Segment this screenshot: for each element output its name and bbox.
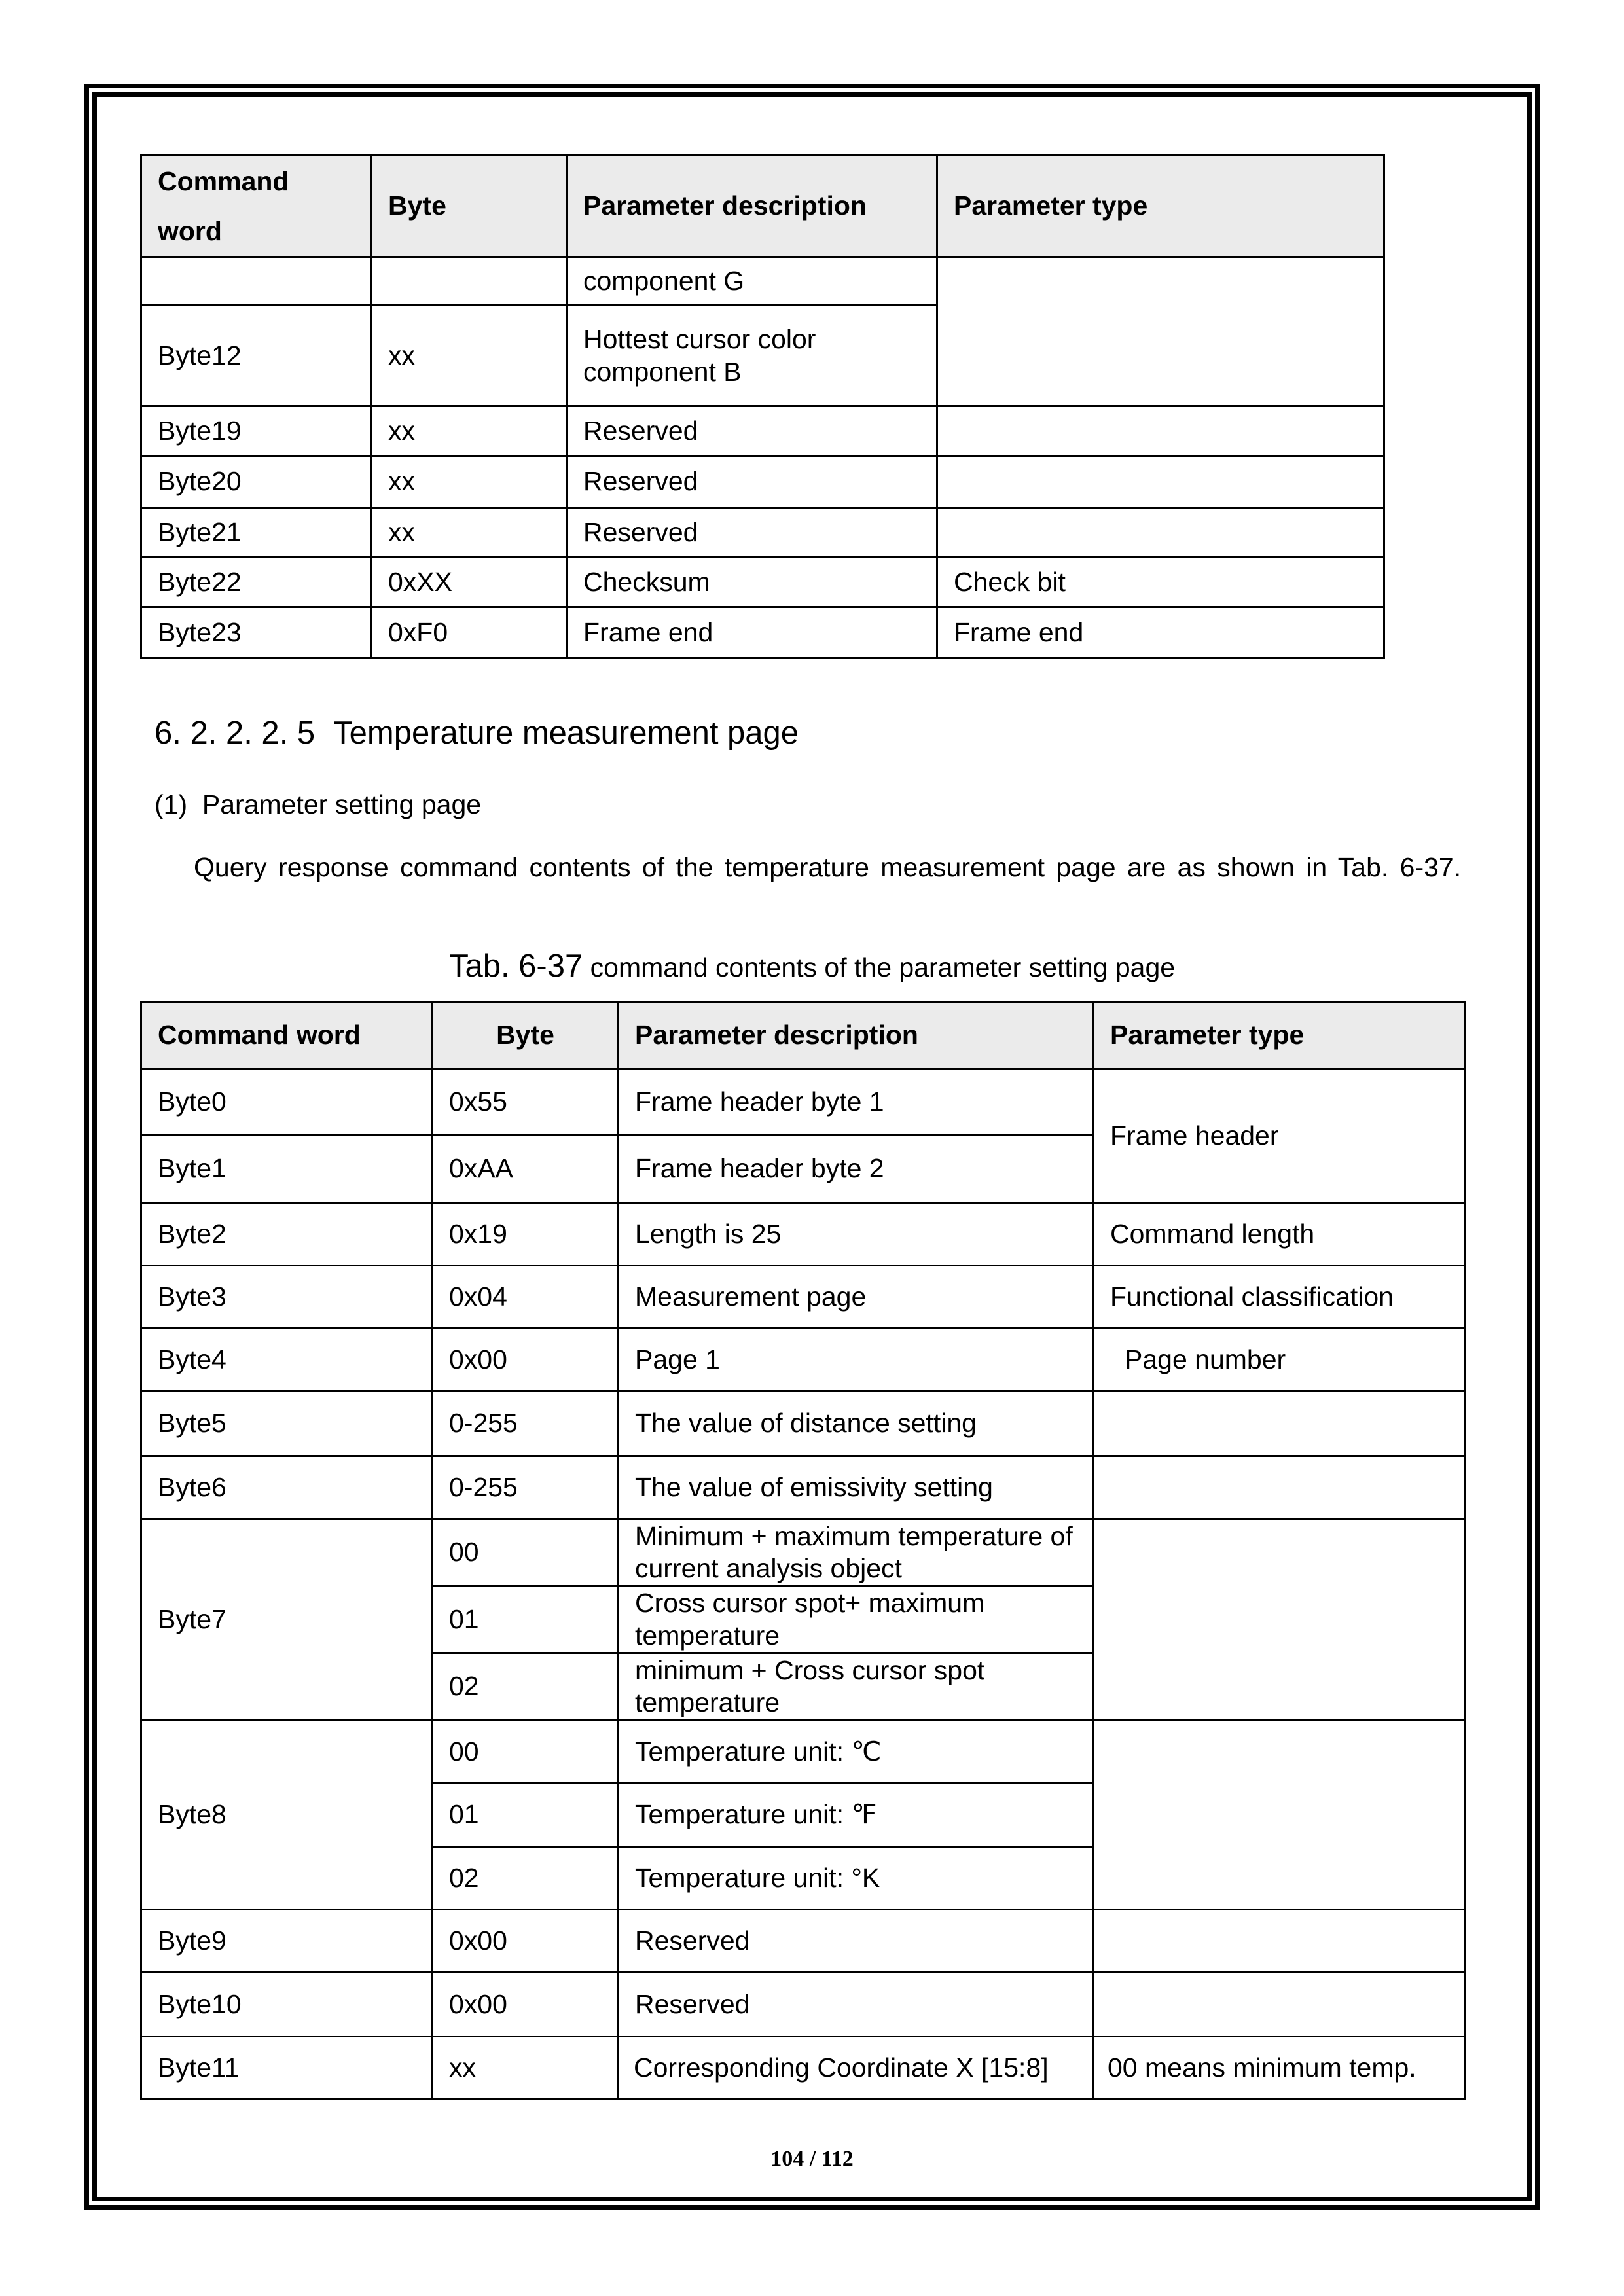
cell-command-word: Byte9: [141, 1910, 433, 1973]
table-row: [141, 257, 1384, 306]
section-title: Temperature measurement page: [333, 715, 799, 751]
cell-command-word: Byte19: [141, 406, 372, 456]
cell-type: [937, 508, 1384, 558]
cell-command-word: Byte23: [141, 607, 372, 658]
cell-byte: 0xF0: [372, 607, 567, 658]
cell-command-word: Byte1: [141, 1136, 433, 1203]
cell-description: minimum + Cross cursor spot temperature: [619, 1653, 1094, 1721]
section-heading: [154, 715, 799, 751]
cell-command-word: Byte8: [141, 1721, 433, 1910]
cell-byte: xx: [372, 508, 567, 558]
cell-type: [1094, 1721, 1466, 1910]
cell-command-word: Byte6: [141, 1456, 433, 1519]
cell-description: Minimum + maximum temperature of current analysis object: [619, 1519, 1094, 1587]
cell-type: [1094, 1391, 1466, 1456]
cell-type: Page number: [1094, 1329, 1466, 1391]
cell-byte: 0xXX: [372, 558, 567, 607]
cell-description: The value of emissivity setting: [619, 1456, 1094, 1519]
body-paragraph: Query response command contents of the temperature measurement page are as shown in Tab. 6-37.: [194, 852, 1462, 882]
cell-description: Reserved: [567, 456, 937, 508]
cell-type: Frame header: [1094, 1069, 1466, 1203]
cell-type: [937, 406, 1384, 456]
table-row: [141, 607, 1384, 658]
cell-byte: 01: [433, 1587, 619, 1653]
cell-type: [1094, 1910, 1466, 1973]
cell-byte: xx: [372, 406, 567, 456]
cell-command-word: Byte12: [141, 306, 372, 406]
header-type: Parameter type: [937, 155, 1384, 257]
cell-description: Measurement page: [619, 1266, 1094, 1329]
cell-byte: xx: [372, 306, 567, 406]
cell-description: Reserved: [619, 1910, 1094, 1973]
cell-byte: 0x04: [433, 1266, 619, 1329]
description-line: component B: [583, 356, 742, 387]
cell-byte: 0xAA: [433, 1136, 619, 1203]
cell-description: The value of distance setting: [619, 1391, 1094, 1456]
cell-description: Reserved: [567, 508, 937, 558]
header-command-word: Command word: [141, 1002, 433, 1069]
table-row: [141, 1910, 1466, 1973]
cell-command-word: Byte4: [141, 1329, 433, 1391]
header-description: Parameter description: [619, 1002, 1094, 1069]
header-text: word: [158, 215, 222, 246]
header-command-word: [141, 155, 372, 257]
cell-command-word: Byte3: [141, 1266, 433, 1329]
cell-command-word: Byte5: [141, 1391, 433, 1456]
cell-description: component G: [567, 257, 937, 306]
table-row: [141, 456, 1384, 508]
header-description: Parameter description: [567, 155, 937, 257]
cell-command-word: Byte0: [141, 1069, 433, 1136]
cell-byte: 0x55: [433, 1069, 619, 1136]
cell-type: [1094, 1519, 1466, 1721]
parameter-setting-command-table: [140, 1001, 1466, 2100]
cell-type: [1094, 1456, 1466, 1519]
cell-command-word: Byte7: [141, 1519, 433, 1721]
cell-command-word: [141, 257, 372, 306]
header-byte: Byte: [372, 155, 567, 257]
cell-byte: 0-255: [433, 1391, 619, 1456]
cell-description: Page 1: [619, 1329, 1094, 1391]
cell-byte: 00: [433, 1721, 619, 1784]
caption-text: command contents of the parameter setting page: [583, 952, 1176, 982]
cell-byte: 0-255: [433, 1456, 619, 1519]
cell-byte: [372, 257, 567, 306]
cell-command-word: Byte11: [141, 2037, 433, 2100]
cell-description: Temperature unit: ℉: [619, 1784, 1094, 1847]
cell-description: Temperature unit: °K: [619, 1847, 1094, 1910]
cell-description: [567, 306, 937, 406]
table-row: [141, 1203, 1466, 1266]
continued-command-table: [140, 154, 1385, 659]
cell-description: Checksum: [567, 558, 937, 607]
cell-byte: 02: [433, 1653, 619, 1721]
cell-command-word: Byte21: [141, 508, 372, 558]
table-header-row: [141, 155, 1384, 257]
cell-type: 00 means minimum temp.: [1094, 2037, 1466, 2100]
cell-type: Check bit: [937, 558, 1384, 607]
table-row: [141, 1519, 1466, 1587]
table-row: [141, 406, 1384, 456]
table-row: [141, 1456, 1466, 1519]
section-number: 6. 2. 2. 2. 5: [154, 715, 316, 751]
cell-description: Reserved: [619, 1973, 1094, 2037]
header-byte: Byte: [433, 1002, 619, 1069]
caption-label: Tab. 6-37: [448, 948, 583, 984]
cell-description: Temperature unit: ℃: [619, 1721, 1094, 1784]
cell-byte: 0x00: [433, 1910, 619, 1973]
cell-type: Functional classification: [1094, 1266, 1466, 1329]
cell-type: Command length: [1094, 1203, 1466, 1266]
table-row: [141, 1266, 1466, 1329]
cell-description: Length is 25: [619, 1203, 1094, 1266]
cell-command-word: Byte2: [141, 1203, 433, 1266]
table-row: [141, 2037, 1466, 2100]
cell-type: [937, 257, 1384, 406]
cell-description: Cross cursor spot+ maximum temperature: [619, 1587, 1094, 1653]
table-row: [141, 1721, 1466, 1784]
table-row: [141, 1329, 1466, 1391]
cell-description: Frame header byte 1: [619, 1069, 1094, 1136]
subsection-title: (1) Parameter setting page: [154, 789, 482, 819]
cell-command-word: Byte10: [141, 1973, 433, 2037]
description-line: Hottest cursor color: [583, 324, 816, 355]
table-row: [141, 508, 1384, 558]
table-header-row: [141, 1002, 1466, 1069]
cell-byte: xx: [372, 456, 567, 508]
cell-type: [1094, 1973, 1466, 2037]
cell-command-word: Byte20: [141, 456, 372, 508]
cell-byte: xx: [433, 2037, 619, 2100]
cell-description: Reserved: [567, 406, 937, 456]
cell-type: [937, 456, 1384, 508]
cell-description: Corresponding Coordinate X [15:8]: [619, 2037, 1094, 2100]
cell-command-word: Byte22: [141, 558, 372, 607]
table-caption: [0, 948, 1624, 984]
cell-type: Frame end: [937, 607, 1384, 658]
cell-byte: 0x00: [433, 1973, 619, 2037]
cell-byte: 0x19: [433, 1203, 619, 1266]
cell-byte: 01: [433, 1784, 619, 1847]
cell-description: Frame end: [567, 607, 937, 658]
cell-byte: 00: [433, 1519, 619, 1587]
table-row: [141, 1069, 1466, 1136]
table-row: [141, 1391, 1466, 1456]
cell-byte: 0x00: [433, 1329, 619, 1391]
table-row: [141, 1973, 1466, 2037]
page-number: 104 / 112: [770, 2147, 854, 2171]
table-row: [141, 558, 1384, 607]
header-type: Parameter type: [1094, 1002, 1466, 1069]
cell-byte: 02: [433, 1847, 619, 1910]
cell-description: Frame header byte 2: [619, 1136, 1094, 1203]
header-text: Command: [158, 166, 289, 196]
